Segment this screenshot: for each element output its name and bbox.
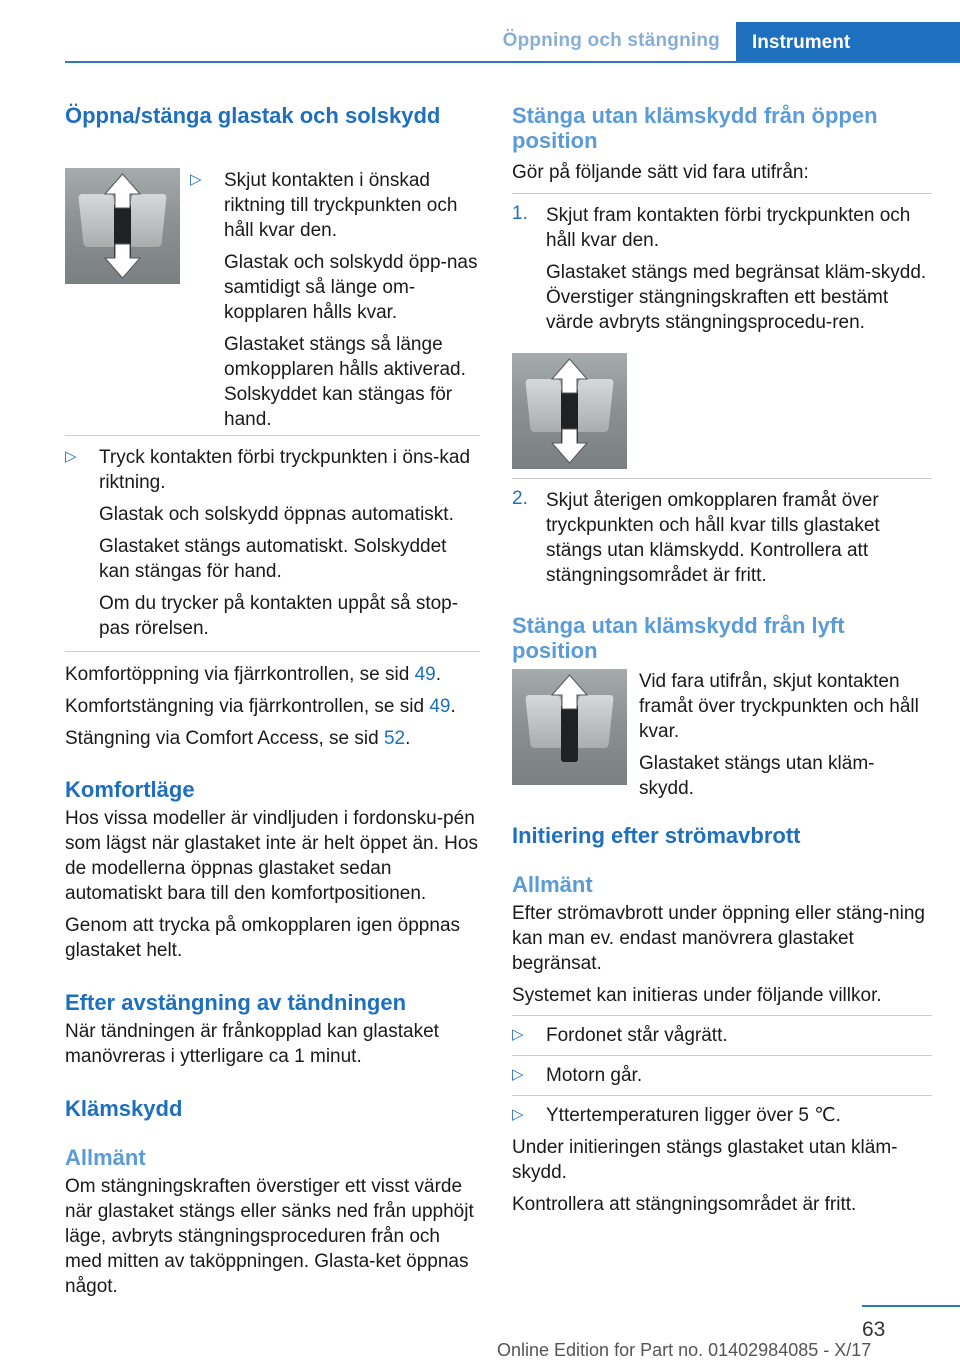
lyft-text [639,669,929,801]
bullet-text: Om du trycker på kontakten uppåt så stop-pas rörelsen. [99,593,459,639]
bullet-triangle-icon: ▷ [512,1106,524,1123]
paragraph: Hos vissa modeller är vindljuden i fordonsku-pén som lägst när glastaket inte är helt öppet än. Hos de modellerna öppnas glastaket sedan automatiskt bara till den komfortpositionen. [65,808,478,904]
condition-text: Fordonet står vågrätt. [546,1025,728,1046]
bullet-text: Glastak och solskydd öppnas automatiskt. [99,504,454,525]
heading-komfortlage: Komfortläge [65,777,195,802]
bullet-triangle-icon: ▷ [512,1066,524,1083]
bullet-item [65,435,480,641]
paragraph: När tändningen är frånkopplad kan glastaket manövreras i ytterligare ca 1 minut. [65,1021,439,1067]
switch-photo-1 [65,168,180,284]
condition-item [512,1055,932,1088]
paragraph: Om stängningskraften överstiger ett visst värde när glastaket stängs eller sänks ned från upphöjt läge, avbryts stängningsproceduren från och med mitten av taköppningen. Glasta-ket öppnas något. [65,1176,474,1297]
bullet-text: Skjut kontakten i önskad riktning till tryckpunkten och håll kvar den. [224,170,458,241]
page-link[interactable]: 52 [383,728,406,749]
page-number: 63 [862,1318,886,1341]
switch-photo-3 [512,669,627,785]
intro-block [65,142,480,430]
step-text: Skjut återigen omkopplaren framåt över tryckpunkten och håll kvar tills glastaket stängs utan klämskydd. Kontrollera att stängningsområdet är fritt. [546,490,880,586]
heading-initiering: Initiering efter strömavbrott [512,823,801,848]
section-title-sunroof: Öppna/stänga glastak och solskydd [65,103,441,128]
condition-text: Motorn går. [546,1065,643,1086]
step-number: 2. [512,488,528,509]
bullet-triangle-icon: ▷ [512,1026,524,1043]
paragraph: Systemet kan initieras under följande villkor. [512,985,882,1006]
heading-efter-avstangning: Efter avstängning av tändningen [65,990,407,1015]
step-number: 1. [512,203,528,224]
footer-rule [862,1305,960,1307]
left-column [65,103,480,1299]
right-column [512,103,932,1217]
header-rule [65,61,960,63]
numbered-step [512,478,932,588]
header-chapter-tab: Instrument [736,22,960,62]
heading-klamskydd: Klämskydd [65,1096,183,1121]
bullet-triangle-icon: ▷ [190,171,202,188]
page-header [0,0,960,62]
bullet-text: Glastaket stängs automatiskt. Solskyddet kan stängas för hand. [99,536,447,582]
paragraph: Kontrollera att stängningsområdet är fritt. [512,1194,857,1215]
bullet-text: Glastaket stängs så länge omkopplaren hålls aktiverad. Solskyddet kan stängas för hand. [224,334,466,430]
numbered-step [512,193,932,335]
page-link[interactable]: 49 [414,664,436,685]
bullet-text: Glastak och solskydd öpp-nas samtidigt så länge om-kopplaren hålls kvar. [224,252,478,323]
edition-line: Online Edition for Part no. 01402984085 - X/17 [497,1340,872,1360]
bullet-triangle-icon: ▷ [65,448,77,465]
step-text: Glastaket stängs med begränsat kläm-skydd. Överstiger stängningskraften ett bestämt värde avbryts stängningsprocedu-ren. [546,262,927,333]
lyft-block [512,669,932,799]
paragraph: Under initieringen stängs glastaket utan kläm-skydd. [512,1137,898,1183]
paragraph: Vid fara utifrån, skjut kontakten framåt över tryckpunkten och håll kvar. [639,671,919,742]
paragraph: Glastaket stängs utan kläm-skydd. [639,753,875,799]
up-arrow-icon [512,669,627,785]
condition-item [512,1015,932,1048]
reference-line: Komfortöppning via fjärrkontrollen, se sid 49. [65,664,441,685]
paragraph: Efter strömavbrott under öppning eller stäng-ning kan man ev. endast manövrera glastaket begränsat. [512,903,925,974]
bullet-item [190,168,480,432]
condition-text: Yttertemperaturen ligger över 5 ℃. [546,1105,841,1126]
page-link[interactable]: 49 [429,696,451,717]
paragraph: Genom att trycka på omkopplaren igen öppnas glastaket helt. [65,915,461,961]
reference-line: Stängning via Comfort Access, se sid 52. [65,728,411,749]
up-down-arrows-icon [512,353,627,469]
up-down-arrows-icon [65,168,180,284]
condition-item [512,1095,932,1128]
heading-stanga-lyft: Stänga utan klämskydd från lyft position [512,613,845,663]
reference-line: Komfortstängning via fjärrkontrollen, se sid 49. [65,696,456,717]
switch-photo-2 [512,353,627,469]
header-section-title: Öppning och stängning [502,30,720,51]
heading-stanga-oppen: Stänga utan klämskydd från öppen position [512,103,878,153]
subheading-allmant: Allmänt [65,1145,146,1170]
reference-list [65,651,480,751]
bullet-text: Tryck kontakten förbi tryckpunkten i öns-kad riktning. [99,447,471,493]
step-text: Skjut fram kontakten förbi tryckpunkten och håll kvar den. [546,205,911,251]
paragraph: Gör på följande sätt vid fara utifrån: [512,162,809,183]
subheading-allmant: Allmänt [512,872,593,897]
